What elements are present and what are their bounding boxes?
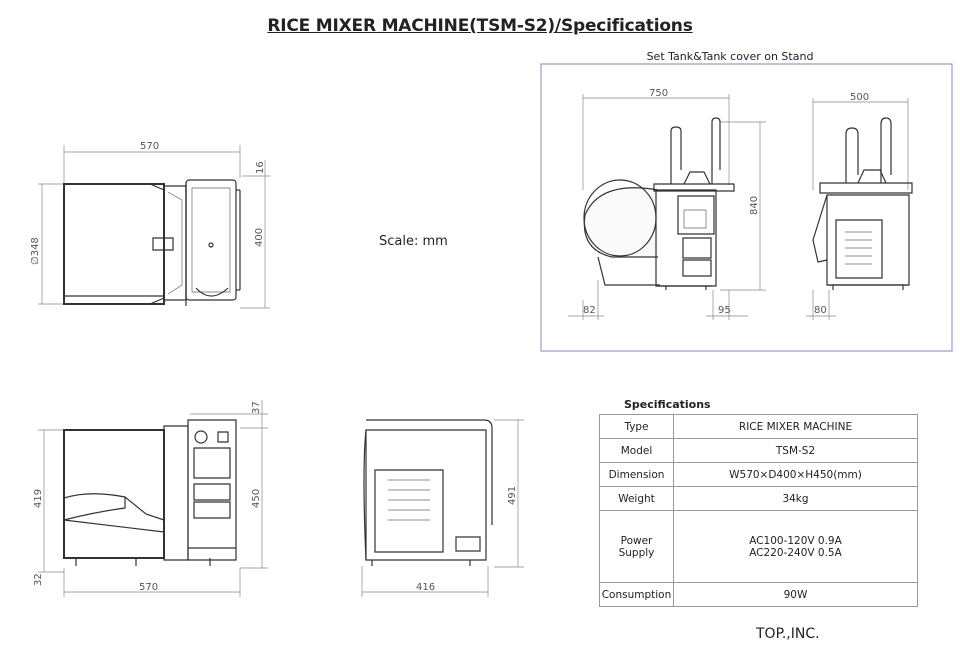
spec-label: Dimension [600,463,674,487]
dim-stand-left: 82 [583,305,596,316]
spec-label: Model [600,439,674,463]
table-row [600,511,918,583]
spec-label: Consumption [600,583,674,607]
table-row [600,439,918,463]
top-view [30,141,270,308]
dim-stand-right: 95 [718,305,731,316]
stand-label: Set Tank&Tank cover on Stand [646,50,814,63]
side-view [362,420,524,597]
company-name: TOP.,INC. [756,626,820,642]
specs-caption: Specifications [624,398,711,411]
dim-stand-width: 750 [649,88,669,99]
dim-top-width: 570 [140,141,160,152]
dim-front-foot: 32 [33,573,44,586]
spec-label: Type [600,415,674,439]
dim-stand-side-width: 500 [850,92,870,103]
page-title: RICE MIXER MACHINE(TSM-S2)/Specifications [267,16,693,36]
dim-top-offset: 16 [255,161,266,174]
scale-label: Scale: mm [379,234,448,249]
spec-value: RICE MIXER MACHINE [674,415,918,439]
dim-side-width: 416 [416,582,436,593]
table-row [600,583,918,607]
dim-stand-height: 840 [749,195,760,215]
specs-table [599,414,918,607]
spec-value: 90W [674,583,918,607]
stand-front-view [568,88,766,320]
dim-top-diameter: ∅348 [30,237,41,265]
table-row [600,415,918,439]
spec-label: Weight [600,487,674,511]
dim-front-top-offset: 37 [251,401,262,414]
spec-value: 34kg [674,487,918,511]
spec-label: Power Supply [600,511,674,583]
dim-stand-foot: 80 [814,305,827,316]
table-row [600,487,918,511]
spec-value: AC100-120V 0.9A AC220-240V 0.5A [674,511,918,583]
table-row [600,463,918,487]
stand-side-view [806,92,912,320]
front-view [33,400,268,597]
dim-top-depth: 400 [254,227,265,247]
spec-value: TSM-S2 [674,439,918,463]
dim-side-height: 491 [507,485,518,505]
dim-front-width: 570 [139,582,159,593]
spec-value: W570×D400×H450(mm) [674,463,918,487]
dim-front-height: 419 [33,488,44,508]
dim-front-total-height: 450 [251,488,262,508]
